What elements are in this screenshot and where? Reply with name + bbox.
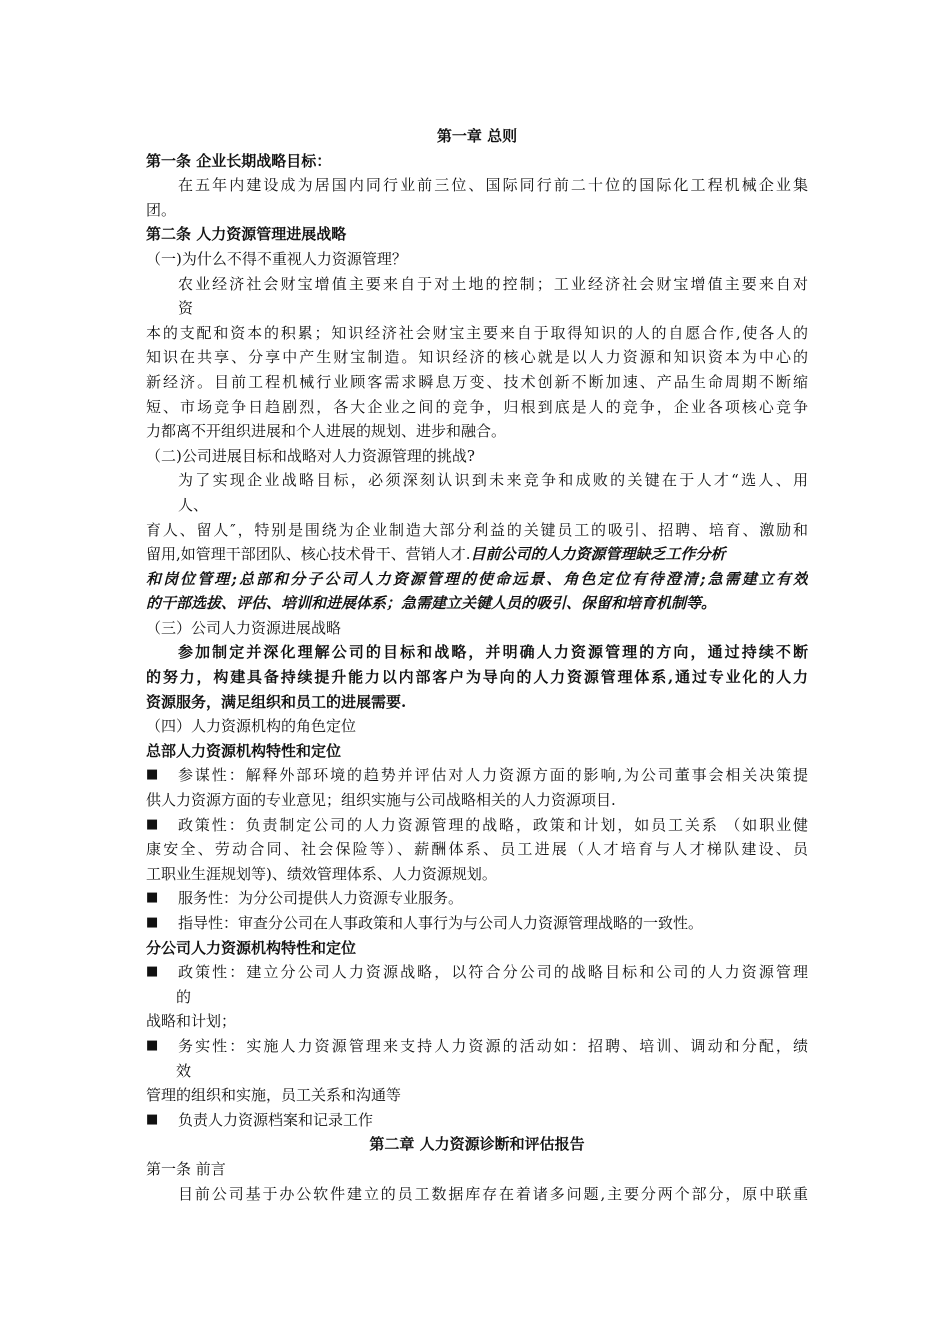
emphasis-text: 目前公司的人力资源管理缺乏工作分析 bbox=[470, 545, 726, 564]
emphasis-line: 的干部选拔、评估、培训和进展体系；急需建立关键人员的吸引、保留和培育机制等。 bbox=[146, 594, 717, 613]
chapter-2-title: 第二章 人力资源诊断和评估报告 bbox=[369, 1135, 585, 1154]
bullet-item bbox=[146, 1034, 808, 1059]
square-bullet-icon: ■ bbox=[146, 767, 159, 783]
chapter-1-title: 第一章 总则 bbox=[436, 127, 518, 145]
square-bullet-icon: ■ bbox=[146, 964, 159, 980]
paragraph-line: 本的支配和资本的积累；知识经济社会财宝主要来自于取得知识的人的自愿合作,使各人的 bbox=[146, 323, 808, 342]
square-bullet-icon: ■ bbox=[146, 816, 159, 832]
document-page bbox=[146, 124, 808, 1206]
paragraph-line bbox=[146, 542, 808, 567]
bullet-item bbox=[146, 1108, 808, 1133]
paragraph-line: 力都离不开组织进展和个人进展的规划、进步和融合。 bbox=[146, 422, 507, 441]
bullet-text: 服务性：为分公司提供人力资源专业服务。 bbox=[178, 889, 464, 908]
paragraph-line: 资 bbox=[178, 299, 194, 318]
square-bullet-icon: ■ bbox=[146, 915, 159, 930]
article-2-heading: 第二条 人力资源管理进展战略 bbox=[146, 225, 347, 244]
paragraph-line: 目前公司基于办公软件建立的员工数据库存在着诸多问题,主要分两个部分，原中联重 bbox=[178, 1184, 808, 1203]
paragraph-line: 团。 bbox=[146, 200, 177, 219]
bold-paragraph-line: 资源服务，满足组织和员工的进展需要. bbox=[146, 692, 407, 711]
paragraph-line: 在五年内建设成为居国内同行业前三位、国际同行前二十位的国际化工程机械企业集 bbox=[178, 176, 808, 195]
paragraph-line: 新经济。目前工程机械行业顾客需求瞬息万变、技术创新不断加速、产品生命周期不断缩 bbox=[146, 372, 808, 391]
paragraph-line: 管理的组织和实施，员工关系和沟通等 bbox=[146, 1086, 402, 1105]
bullet-item bbox=[146, 763, 808, 788]
paragraph-line: 农业经济社会财宝增值主要来自于对土地的控制；工业经济社会财宝增值主要来自对 bbox=[178, 274, 808, 293]
bullet-text: 负责人力资源档案和记录工作 bbox=[178, 1110, 374, 1129]
hq-heading: 总部人力资源机构特性和定位 bbox=[146, 741, 342, 760]
bold-paragraph-line: 的努力，构建具备持续提升能力以内部客户为导向的人力资源管理体系,通过专业化的人力 bbox=[146, 668, 808, 687]
paragraph-line: 育人、留人″，特别是围绕为企业制造大部分利益的关键员工的吸引、招聘、培育、激励和 bbox=[146, 520, 808, 539]
bullet-text: 指导性：审查分公司在人事政策和人事行为与公司人力资源管理战略的一致性。 bbox=[178, 914, 704, 932]
bullet-item bbox=[146, 886, 808, 911]
bullet-item bbox=[146, 813, 808, 838]
paragraph-line: 供人力资源方面的专业意见；组织实施与公司战略相关的人力资源项目. bbox=[146, 791, 616, 810]
paragraph-line: 知识在共享、分享中产生财宝制造。知识经济的核心就是以人力资源和知识资本为中心的 bbox=[146, 348, 808, 367]
emphasis-line: 和岗位管理;总部和分子公司人力资源管理的使命远景、角色定位有待澄清;急需建立有效 bbox=[146, 569, 808, 588]
square-bullet-icon: ■ bbox=[146, 1037, 159, 1053]
bold-paragraph-line: 参加制定并深化理解公司的目标和战略，并明确人力资源管理的方向，通过持续不断 bbox=[178, 643, 808, 662]
section-3-heading: （三）公司人力资源进展战略 bbox=[146, 618, 342, 637]
paragraph-line: 为了实现企业战略目标，必须深刻认识到未来竞争和成败的关键在于人才“选人、用 bbox=[178, 471, 808, 490]
paragraph-line: 效 bbox=[176, 1061, 192, 1080]
square-bullet-icon: ■ bbox=[146, 1111, 159, 1127]
paragraph-line: 工职业生涯规划等)、绩效管理体系、人力资源规划。 bbox=[146, 864, 497, 883]
paragraph-line: 康安全、劳动合同、社会保险等）、薪酬体系、员工进展（人才培育与人才梯队建设、员 bbox=[146, 840, 808, 859]
section-4-heading: （四）人力资源机构的角色定位 bbox=[146, 717, 357, 736]
bullet-text: 政策性：负责制定公司的人力资源管理的战略，政策和计划，如员工关系 （如职业健 bbox=[178, 815, 808, 834]
paragraph-line: 的 bbox=[176, 987, 192, 1006]
bullet-text: 务实性：实施人力资源管理来支持人力资源的活动如：招聘、培训、调动和分配，绩 bbox=[178, 1036, 808, 1055]
bullet-text: 参谋性：解释外部环境的趋势并评估对人力资源方面的影响,为公司董事会相关决策提 bbox=[178, 766, 808, 785]
section-1-heading: （一)为什么不得不重视人力资源管理？ bbox=[146, 249, 407, 268]
article-1-heading-ch2: 第一条 前言 bbox=[146, 1159, 226, 1178]
branch-heading: 分公司人力资源机构特性和定位 bbox=[146, 938, 357, 957]
plain-text: 留用,如管理干部团队、核心技术骨干、营销人才. bbox=[146, 545, 471, 564]
bullet-item bbox=[146, 960, 808, 985]
section-2-heading: （二)公司进展目标和战略对人力资源管理的挑战? bbox=[146, 446, 475, 465]
paragraph-line: 短、市场竞争日趋剧烈，各大企业之间的竞争，归根到底是人的竞争，企业各项核心竞争 bbox=[146, 397, 808, 416]
article-1-heading: 第一条 企业长期战略目标： bbox=[146, 151, 332, 170]
bullet-text: 政策性：建立分公司人力资源战略，以符合分公司的战略目标和公司的人力资源管理 bbox=[178, 963, 808, 982]
paragraph-line: 人、 bbox=[178, 495, 209, 514]
paragraph-line: 战略和计划； bbox=[146, 1012, 237, 1031]
bullet-item bbox=[146, 911, 808, 936]
square-bullet-icon: ■ bbox=[146, 890, 159, 906]
